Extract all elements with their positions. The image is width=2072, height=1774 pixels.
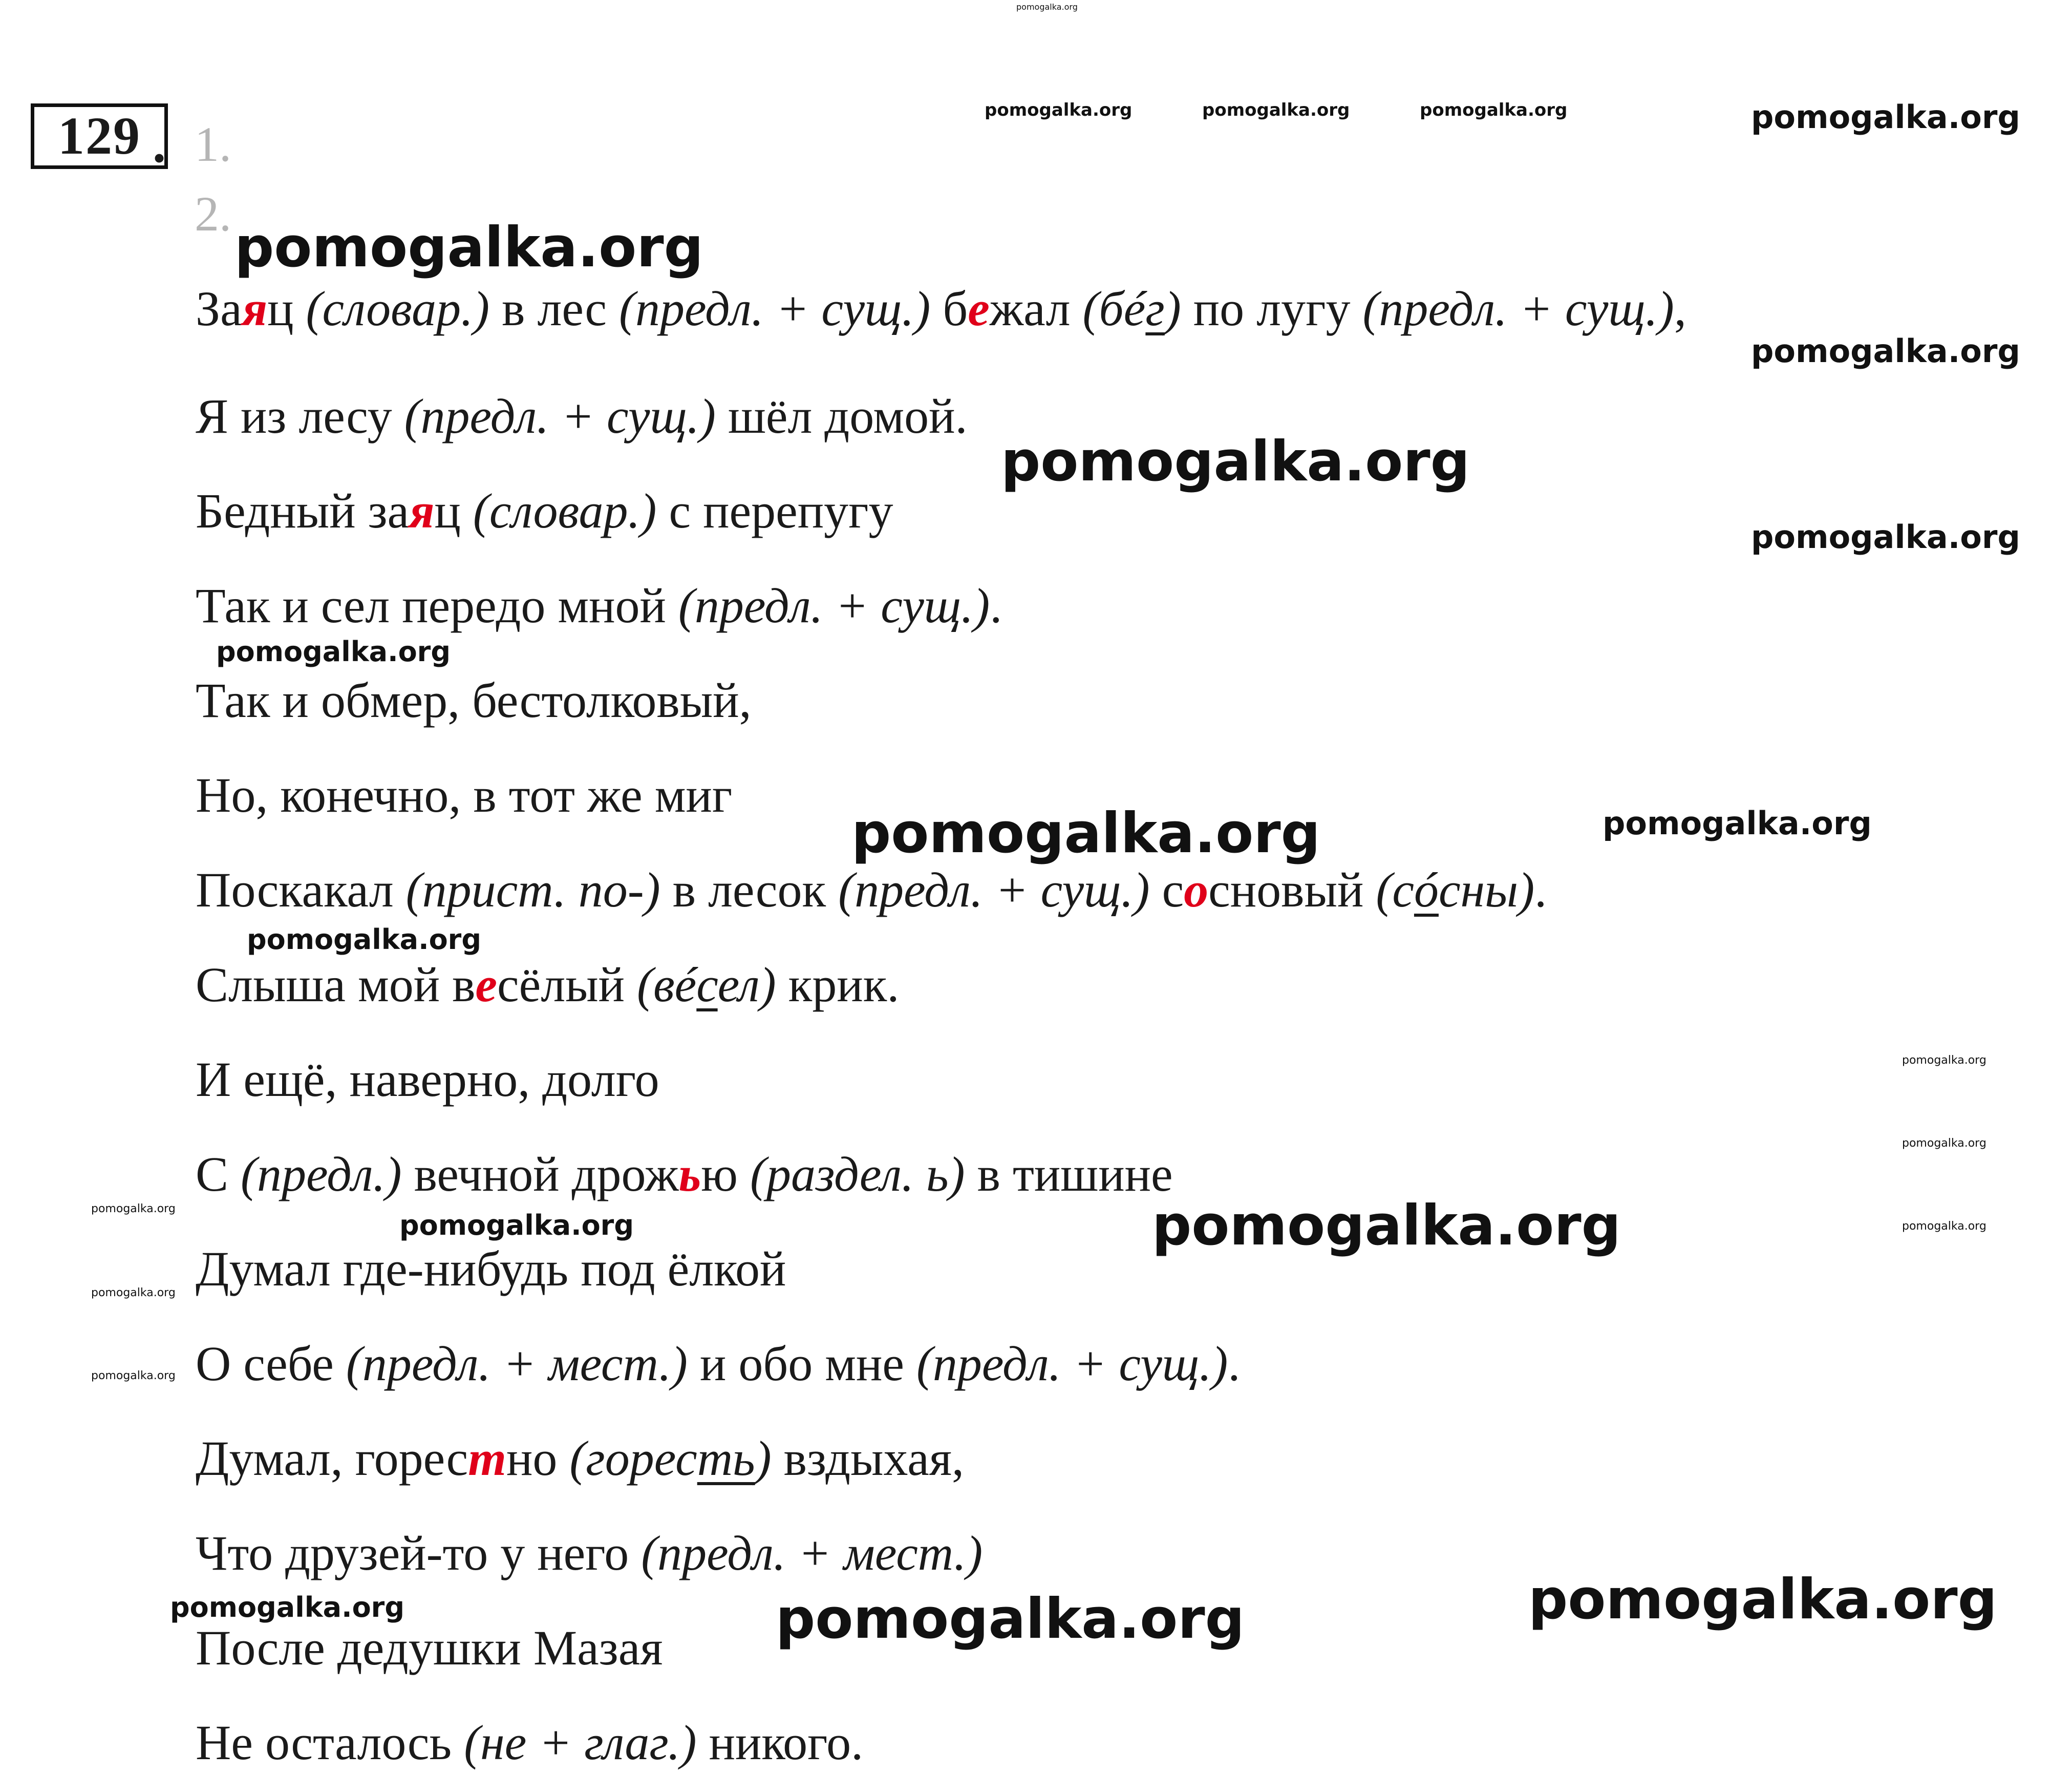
line-text: После дедушки Мазая — [196, 1620, 663, 1675]
grammar-note: (предл. + мест.) — [346, 1336, 688, 1391]
watermark: pomogalka.org — [247, 923, 481, 956]
line-text: И ещё, наверно, долго — [196, 1052, 659, 1107]
line-text: . — [990, 578, 1002, 633]
task-number-dot: . — [153, 115, 166, 174]
poem-line — [196, 578, 1002, 633]
line-text: Не осталось — [196, 1715, 464, 1770]
line-text: За — [196, 281, 242, 336]
item-number: 2. — [195, 186, 231, 241]
poem-line — [196, 1526, 983, 1580]
grammar-note: ó — [1414, 862, 1439, 917]
watermark: pomogalka.org — [1751, 98, 2020, 136]
grammar-note: (предл. + сущ.) — [678, 578, 990, 633]
watermark: pomogalka.org — [1202, 100, 1350, 120]
line-text: вздыхая, — [771, 1431, 965, 1486]
line-text: Думал, горес — [196, 1431, 468, 1486]
poem-line — [196, 1147, 1173, 1201]
watermark: pomogalka.org — [1902, 1220, 1986, 1233]
line-text: б — [930, 281, 968, 336]
line-text: в лесок — [660, 862, 839, 917]
grammar-note: (предл.) — [241, 1147, 402, 1201]
watermark: pomogalka.org — [170, 1591, 404, 1623]
line-text: Бедный за — [196, 483, 410, 538]
grammar-note: (предл. + сущ.) — [1362, 281, 1674, 336]
grammar-note: (предл. + сущ.) — [618, 281, 931, 336]
highlighted-letter: е — [968, 281, 990, 336]
line-text: в тишине — [965, 1147, 1173, 1201]
line-text: жал — [989, 281, 1083, 336]
watermark: pomogalka.org — [1902, 1137, 1986, 1150]
line-text: , — [1674, 281, 1686, 336]
watermark: pomogalka.org — [91, 1369, 176, 1382]
line-text: ю — [701, 1147, 750, 1201]
line-text: шёл домой. — [715, 389, 968, 444]
grammar-note: (предл. + сущ.) — [404, 389, 716, 444]
line-text: Поскакал — [196, 862, 406, 917]
poem-line — [196, 281, 1686, 336]
poem-line — [196, 483, 893, 538]
poem-line — [196, 1431, 965, 1486]
line-text: Слыша мой в — [196, 957, 476, 1012]
grammar-note: ел) — [717, 957, 776, 1012]
grammar-note: ) — [755, 1431, 772, 1486]
watermark: pomogalka.org — [1902, 1054, 1986, 1067]
watermark: pomogalka.org — [1001, 430, 1470, 494]
grammar-note: (с — [1376, 862, 1414, 917]
grammar-note: ) — [1164, 281, 1181, 336]
line-text: Так и сел передо мной — [196, 578, 678, 633]
task-number: 129 — [31, 103, 168, 169]
grammar-note: (раздел. ь) — [750, 1147, 965, 1201]
watermark: pomogalka.org — [1603, 805, 1872, 842]
line-text: ц — [434, 483, 473, 538]
grammar-note: г — [1145, 281, 1165, 336]
watermark: pomogalka.org — [1016, 2, 1078, 12]
grammar-note: (словар.) — [473, 483, 657, 538]
grammar-note: (предл. + сущ.) — [838, 862, 1150, 917]
grammar-note: (предл. + мест.) — [641, 1526, 983, 1580]
watermark: pomogalka.org — [91, 1286, 176, 1299]
watermark: pomogalka.org — [1528, 1568, 1997, 1632]
item-number: 1. — [195, 117, 231, 172]
highlighted-letter: я — [242, 281, 268, 336]
grammar-note: (вé — [637, 957, 697, 1012]
poem-line — [196, 1620, 663, 1675]
watermark: pomogalka.org — [851, 801, 1320, 865]
line-text: Так и обмер, бестолковый, — [196, 673, 752, 728]
grammar-note: (не + глаг.) — [464, 1715, 697, 1770]
grammar-note: с — [696, 957, 718, 1012]
watermark: pomogalka.org — [776, 1587, 1245, 1651]
poem-line — [196, 862, 1547, 917]
line-text: и обо мне — [687, 1336, 916, 1391]
line-text: с перепугу — [656, 483, 893, 538]
poem-line — [196, 389, 968, 444]
watermark: pomogalka.org — [234, 216, 703, 280]
poem-line — [196, 1052, 659, 1107]
line-text: сёлый — [497, 957, 637, 1012]
watermark: pomogalka.org — [216, 636, 451, 668]
watermark: pomogalka.org — [1152, 1194, 1621, 1258]
grammar-note: сны) — [1438, 862, 1535, 917]
watermark: pomogalka.org — [985, 100, 1133, 120]
line-text: ц — [267, 281, 306, 336]
watermark: pomogalka.org — [1751, 518, 2020, 556]
line-text: с — [1149, 862, 1184, 917]
watermark: pomogalka.org — [91, 1202, 176, 1215]
line-text: . — [1534, 862, 1547, 917]
line-text: сновый — [1208, 862, 1376, 917]
line-text: Думал где-нибудь под ёлкой — [196, 1241, 786, 1296]
poem-line — [196, 1715, 864, 1770]
poem-line — [196, 1336, 1241, 1391]
highlighted-letter: т — [468, 1431, 506, 1486]
highlighted-letter: е — [475, 957, 498, 1012]
poem-line — [196, 957, 900, 1012]
highlighted-letter: о — [1184, 862, 1209, 917]
line-text: О себе — [196, 1336, 346, 1391]
poem-line — [196, 768, 733, 822]
line-text: по лугу — [1181, 281, 1363, 336]
line-text: Что друзей-то у него — [196, 1526, 642, 1580]
poem-line — [196, 673, 752, 728]
grammar-note: (бé — [1082, 281, 1146, 336]
poem-line — [196, 1241, 786, 1296]
grammar-note: (словар.) — [306, 281, 490, 336]
line-text: но — [506, 1431, 570, 1486]
watermark: pomogalka.org — [1420, 100, 1568, 120]
line-text: вечной дрож — [401, 1147, 679, 1201]
line-text: . — [1228, 1336, 1241, 1391]
highlighted-letter: я — [409, 483, 435, 538]
line-text: крик. — [776, 957, 900, 1012]
grammar-note: (горес — [569, 1431, 697, 1486]
grammar-note: ть — [697, 1431, 755, 1486]
line-text: никого. — [696, 1715, 864, 1770]
highlighted-letter: ь — [678, 1147, 701, 1201]
grammar-note: (прист. по-) — [405, 862, 660, 917]
line-text: Но, конечно, в тот же миг — [196, 768, 733, 822]
line-text: в лес — [489, 281, 619, 336]
line-text: С — [196, 1147, 241, 1201]
watermark: pomogalka.org — [1751, 332, 2020, 370]
watermark: pomogalka.org — [399, 1209, 634, 1241]
line-text: Я из лесу — [196, 389, 404, 444]
grammar-note: (предл. + сущ.) — [916, 1336, 1228, 1391]
